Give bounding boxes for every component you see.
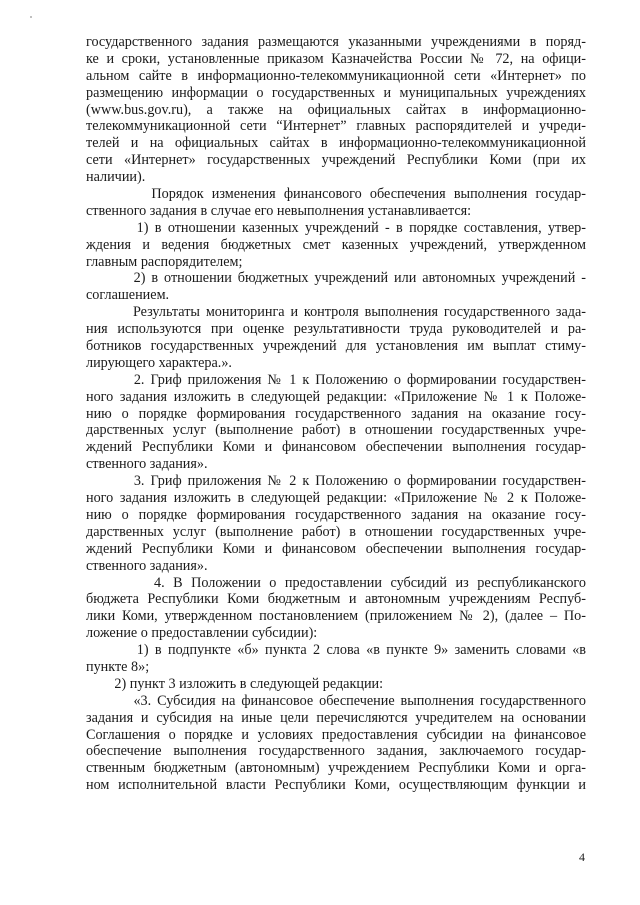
- text-line: ке и сроки, установленные приказом Казначейства России № 72, на офици-: [86, 50, 586, 67]
- text-line: ждений Республики Коми и финансовом обеспечении выполнения государ-: [86, 540, 586, 557]
- text-line: обеспечение выполнения государственного задания, заключаемого государ-: [86, 743, 586, 760]
- text-line: задания и субсидия на иные цели перечисляются учредителем на основании: [86, 709, 586, 726]
- text-line: ждений Республики Коми и финансовом обеспечении выполнения государ-: [86, 439, 586, 456]
- text-line: главным распорядителем;: [86, 253, 243, 270]
- text-line: телекоммуникационной сети “Интернет” главных распорядителей и учреди-: [86, 118, 586, 135]
- text-line: телей и на официальных сайтах в информационно-телекоммуникационной: [86, 135, 586, 152]
- text-line: 2) в отношении бюджетных учреждений или автономных учреждений -: [86, 270, 586, 287]
- text-line: 2) пункт 3 изложить в следующей редакции:: [86, 675, 384, 692]
- text-line: дарственных услуг (выполнение работ) в отношении государственных учре-: [86, 422, 586, 439]
- text-line: Результаты мониторинга и контроля выполнения государственного зада-: [86, 304, 586, 321]
- text-line: бюджета Республики Коми бюджетным и автономным учреждениям Респуб-: [86, 591, 586, 608]
- text-line: дарственных услуг (выполнение работ) в отношении государственных учре-: [86, 523, 586, 540]
- text-line: «3. Субсидия на финансовое обеспечение выполнения государственного: [86, 692, 586, 709]
- text-line: сети «Интернет» государственных учреждений Республики Коми (при их: [86, 152, 586, 169]
- text-line: размещению информации о государственных и муниципальных учреждениях: [86, 84, 586, 101]
- text-line: 3. Гриф приложения № 2 к Положению о формировании государствен-: [86, 473, 586, 490]
- text-line: ственного задания».: [86, 557, 208, 574]
- text-line: Соглашения о порядке и условиях предоставления субсидии на финансовое: [86, 726, 586, 743]
- text-line: нию о порядке формирования государственного задания на оказание госу-: [86, 506, 586, 523]
- text-line: Порядок изменения финансового обеспечения выполнения государ-: [86, 186, 586, 203]
- text-line: (www.bus.gov.ru), а также на официальных сайтах в информационно-: [86, 101, 586, 118]
- text-line: пункте 8»;: [86, 658, 150, 675]
- text-line: наличии).: [86, 169, 146, 186]
- text-line: нию о порядке формирования государственного задания на оказание госу-: [86, 405, 586, 422]
- text-line: 1) в подпункте «б» пункта 2 слова «в пункте 9» заменить словами «в: [86, 642, 586, 659]
- page-number: 4: [579, 850, 585, 864]
- text-line: ждения и ведения бюджетных смет казенных учреждений, утвержденном: [86, 236, 586, 253]
- text-line: ственного задания в случае его невыполнения устанавливается:: [86, 202, 472, 219]
- text-line: ного задания изложить в следующей редакции: «Приложение № 1 к Положе-: [86, 388, 586, 405]
- text-line: 4. В Положении о предоставлении субсидий из республиканского: [86, 574, 586, 591]
- text-line: лики Коми, утвержденном постановлением (приложением № 2), (далее – По-: [86, 608, 586, 625]
- text-line: государственного задания размещаются указанными учреждениями в поряд-: [86, 34, 586, 50]
- text-line: 2. Гриф приложения № 1 к Положению о формировании государствен-: [86, 371, 586, 388]
- text-line: ственным бюджетным (автономным) учреждением Республики Коми и орга-: [86, 760, 586, 777]
- text-line: лирующего характера.».: [86, 354, 232, 371]
- text-line: ном исполнительной власти Республики Коми, осуществляющим функции и: [86, 777, 586, 794]
- text-line: 1) в отношении казенных учреждений - в порядке составления, утвер-: [86, 219, 586, 236]
- text-line: ственного задания».: [86, 456, 208, 473]
- text-line: альном сайте в информационно-телекоммуникационной сети «Интернет» по: [86, 67, 586, 84]
- text-line: ния используются при оценке результативности труда руководителей и ра-: [86, 321, 586, 338]
- text-line: ботников государственных учреждений для установления им выплат стиму-: [86, 338, 586, 355]
- document-body-text: [86, 34, 586, 794]
- text-line: соглашением.: [86, 287, 170, 304]
- text-line: ложение о предоставлении субсидии):: [86, 625, 318, 642]
- text-line: ного задания изложить в следующей редакции: «Приложение № 2 к Положе-: [86, 490, 586, 507]
- scan-speck: [30, 16, 32, 18]
